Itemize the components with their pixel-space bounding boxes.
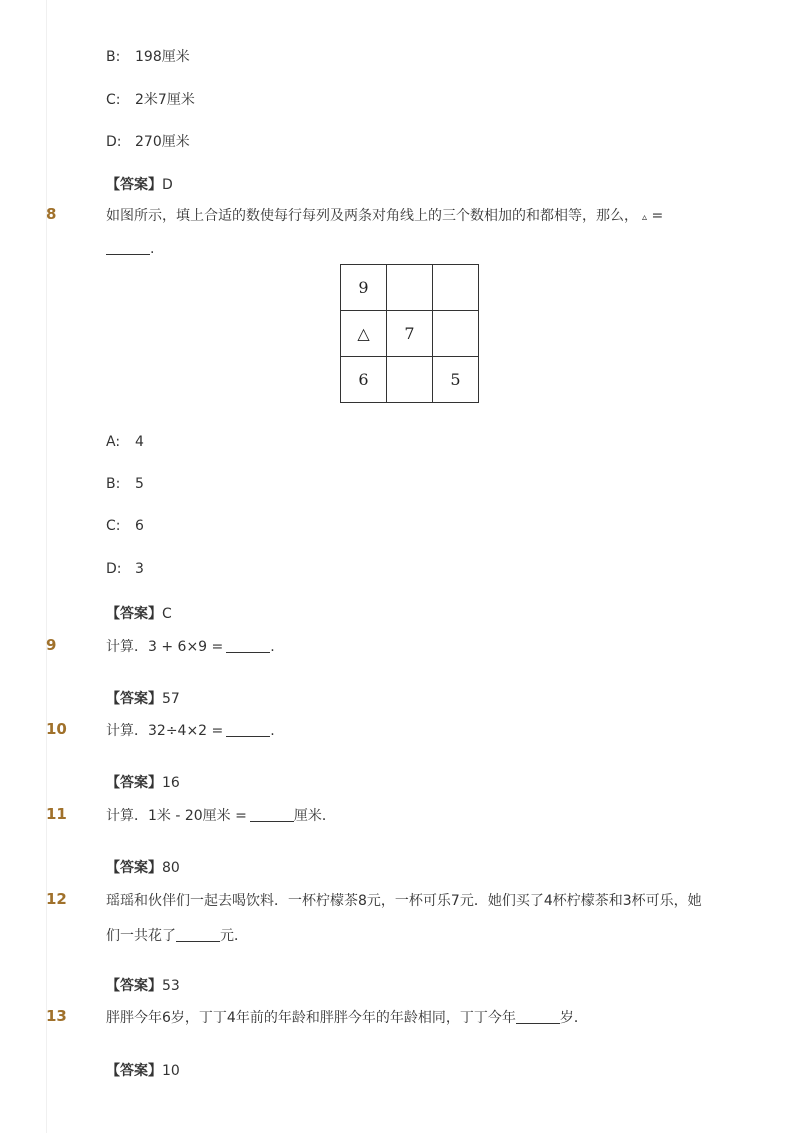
answer-q7: 【答案】D [106,177,173,193]
grid-cell [433,265,479,311]
question-10-text: 计算．32÷4×2 = . [106,723,275,739]
question-number-8: 8 [46,205,57,223]
answer-q9: 【答案】57 [106,691,180,707]
grid-cell: 9 [341,265,387,311]
option-b: B: 5 [106,476,144,492]
grid-cell: 7 [387,311,433,357]
grid-cell [433,311,479,357]
grid-cell [387,265,433,311]
question-number-9: 9 [46,636,57,654]
grid-cell [387,357,433,403]
magic-square-grid [340,264,479,403]
option-d: D: 3 [106,561,144,577]
margin-rule [46,0,47,1133]
answer-q13: 【答案】10 [106,1063,180,1079]
answer-q10: 【答案】16 [106,775,180,791]
question-11-text: 计算．1米 - 20厘米 = 厘米． [106,808,336,824]
question-12-line1: 瑶瑶和伙伴们一起去喝饮料．一杯柠檬茶8元，一杯可乐7元．她们买了4杯柠檬茶和3杯可乐，她 [106,893,702,909]
option-a: A: 4 [106,434,144,450]
option-c: C: 6 [106,518,144,534]
question-number-12: 12 [46,890,67,908]
question-8-text: 如图所示，填上合适的数使每行每列及两条对角线上的三个数相加的和都相等，那么， ▵ = [106,208,664,224]
option-d: D: 270厘米 [106,134,190,150]
answer-q8: 【答案】C [106,606,172,622]
question-number-11: 11 [46,805,67,823]
question-12-line2: 们一共花了 元． [106,928,248,944]
grid-cell: 5 [433,357,479,403]
answer-q12: 【答案】53 [106,978,180,994]
option-b: B: 198厘米 [106,49,190,65]
option-c: C: 2米7厘米 [106,92,195,108]
question-13-text: 胖胖今年6岁，丁丁4年前的年龄和胖胖今年的年龄相同，丁丁今年 岁． [106,1010,588,1026]
question-8-blank: . [106,240,154,257]
grid-cell-triangle: △ [341,311,387,357]
grid-cell: 6 [341,357,387,403]
question-9-text: 计算．3 + 6×9 = . [106,639,275,655]
question-number-10: 10 [46,720,67,738]
answer-q11: 【答案】80 [106,860,180,876]
question-number-13: 13 [46,1007,67,1025]
triangle-icon: ▵ [642,212,648,223]
